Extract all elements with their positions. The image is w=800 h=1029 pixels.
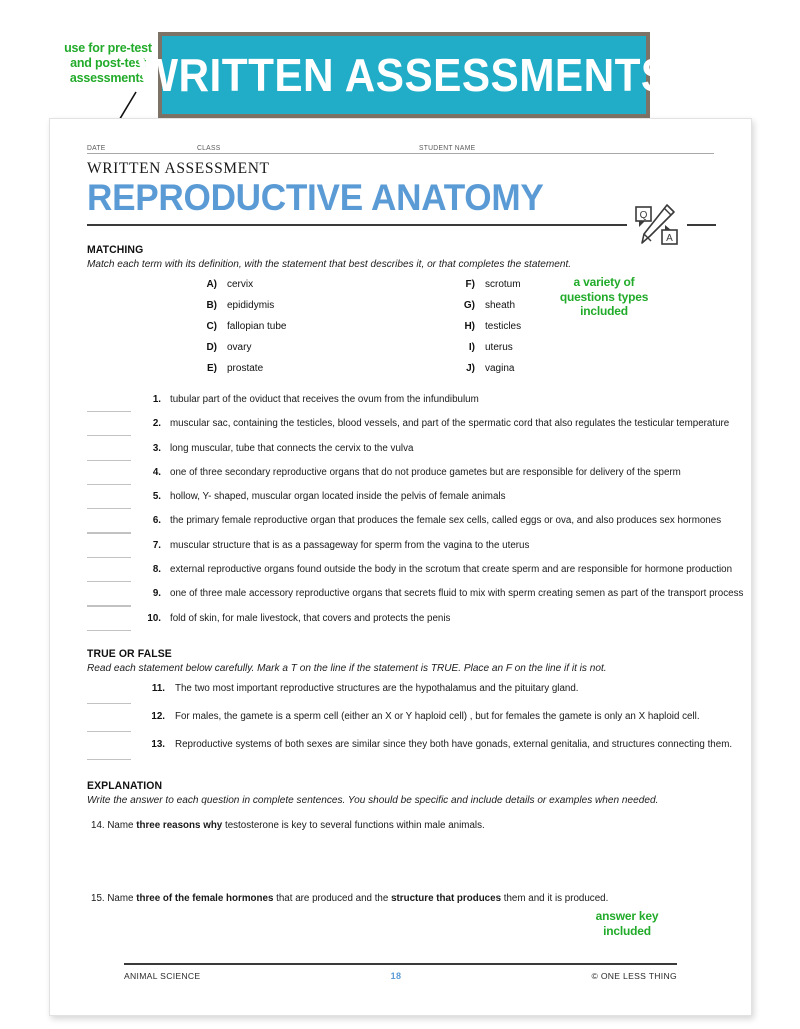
matching-term-columns [87, 275, 714, 384]
title-rule [87, 210, 714, 244]
term-letter: E) [207, 363, 217, 374]
question-number: 9. [152, 588, 161, 600]
header-fields-row [87, 131, 714, 154]
matching-question-row [87, 416, 730, 440]
list-item [455, 342, 713, 363]
question-text-bold: three of the female hormones [136, 892, 274, 904]
question-number: 8. [152, 564, 161, 576]
true-or-false-instructions: Read each statement below carefully. Mark a T on the line if the statement is TRUE. Place an F on the line if it is not. [87, 661, 607, 674]
matching-question-list [87, 392, 744, 635]
list-item [197, 300, 455, 321]
footer-divider [124, 963, 677, 965]
question-text-part: them and it is produced. [501, 892, 609, 904]
question-text-part: that are produced and the [273, 892, 392, 904]
question-text: one of three male accessory reproductive organs that secrets fluid to mix with sperm creating semen as part of the transport process [170, 588, 744, 600]
term-word: ovary [227, 342, 252, 353]
matching-question-row [87, 465, 714, 489]
worksheet-page [49, 118, 752, 1016]
footer-copyright: © ONE LESS THING [591, 971, 677, 981]
svg-text:Q: Q [639, 210, 648, 221]
question-number: 6. [152, 515, 161, 527]
question-text: fold of skin, for male livestock, that covers and protects the penis [170, 612, 451, 624]
field-label-date: DATE [87, 143, 106, 152]
written-assessments-banner [138, 32, 670, 118]
term-letter: J) [466, 363, 475, 374]
matching-terms-left [197, 279, 455, 384]
question-number: 15. [91, 892, 105, 904]
question-text: Reproductive systems of both sexes are similar since they both have gonads, external genitalia, and structures connecting them. [175, 738, 733, 750]
term-word: uterus [485, 342, 513, 353]
footer-course-name: ANIMAL SCIENCE [124, 971, 201, 981]
matching-question-row [87, 611, 714, 635]
page-footer [124, 963, 677, 981]
true-or-false-section [87, 647, 733, 765]
question-text: external reproductive organs found outside the body in the scrotum that create sperm and are responsible for hormone production [170, 564, 733, 576]
matching-question-row [87, 513, 722, 537]
title-rule-left-segment [87, 224, 627, 226]
matching-question-row [87, 538, 714, 562]
answer-blank[interactable] [87, 435, 131, 436]
promo-note-pretest: use for pre-test and post-test assessments [64, 41, 152, 85]
question-number: 12. [151, 710, 165, 722]
list-item [197, 279, 455, 300]
matching-heading: MATCHING [87, 244, 144, 256]
matching-question-row [87, 392, 714, 416]
question-text-part: testosterone is key to several functions within male animals. [222, 819, 485, 831]
question-number: 5. [152, 491, 161, 503]
question-text: The two most important reproductive structures are the hypothalamus and the pituitary gland. [175, 682, 579, 694]
true-or-false-question-list [87, 681, 733, 765]
answer-blank[interactable] [87, 605, 131, 606]
question-number: 10. [147, 612, 161, 624]
term-letter: I) [468, 342, 475, 353]
question-text: the primary female reproductive organ that produces the female sex cells, called eggs or ova, and also produces sex hormones [170, 515, 722, 527]
question-text-part: Name [107, 819, 137, 831]
true-or-false-question-row [87, 737, 733, 765]
explanation-question-14 [87, 820, 714, 831]
explanation-heading: EXPLANATION [87, 779, 163, 792]
answer-blank[interactable] [87, 581, 131, 582]
svg-text:A: A [666, 233, 673, 244]
answer-blank[interactable] [87, 508, 131, 509]
question-number: 3. [152, 442, 161, 454]
term-word: vagina [485, 363, 515, 374]
explanation-section [87, 780, 714, 904]
question-text: long muscular, tube that connects the cervix to the vulva [170, 442, 414, 454]
question-number: 11. [151, 682, 165, 694]
true-or-false-question-row [87, 709, 714, 737]
term-letter: G) [463, 300, 475, 311]
explanation-question-15 [87, 893, 714, 904]
term-letter: D) [206, 342, 217, 353]
list-item [197, 321, 455, 342]
promo-note-variety: a variety of questions types included [559, 275, 649, 318]
question-text-part: Name [107, 892, 137, 904]
question-number: 14. [91, 819, 105, 831]
question-number: 2. [152, 418, 161, 430]
term-letter: F) [465, 279, 475, 290]
page-title: REPRODUCTIVE ANATOMY [87, 177, 544, 218]
matching-question-row [87, 441, 714, 465]
title-rule-right-segment [687, 224, 716, 226]
promo-note-answer-key: answer key included [595, 909, 659, 938]
question-text-bold: three reasons why [136, 819, 223, 831]
matching-question-row [87, 562, 733, 586]
answer-blank[interactable] [87, 532, 131, 533]
term-letter: C) [206, 321, 217, 332]
answer-blank[interactable] [87, 630, 131, 631]
question-text: hollow, Y- shaped, muscular organ located inside the pelvis of female animals [170, 491, 506, 503]
term-word: epididymis [227, 300, 275, 311]
question-number: 7. [152, 539, 161, 551]
field-label-class: CLASS [197, 143, 221, 152]
term-word: prostate [227, 363, 264, 374]
list-item [197, 363, 455, 384]
term-letter: A) [206, 279, 217, 290]
question-number: 4. [152, 466, 161, 478]
true-or-false-heading: TRUE OR FALSE [87, 647, 172, 660]
question-text-bold: structure that produces [391, 892, 502, 904]
answer-blank[interactable] [87, 731, 131, 732]
question-answer-pencil-icon [631, 203, 685, 249]
matching-question-row [87, 586, 744, 610]
term-word: sheath [485, 300, 516, 311]
field-label-student-name: STUDENT NAME [419, 143, 476, 152]
list-item [455, 363, 713, 384]
question-number: 1. [152, 394, 161, 405]
answer-blank[interactable] [87, 411, 131, 412]
banner-title: WRITTEN ASSESSMENTS [138, 49, 670, 101]
worksheet-subtitle: WRITTEN ASSESSMENT [87, 160, 270, 177]
question-text: For males, the gamete is a sperm cell (either an X or Y haploid cell) , but for females the gamete is only an X haploid cell. [175, 710, 700, 722]
term-word: cervix [227, 279, 254, 290]
answer-blank[interactable] [87, 484, 131, 485]
true-or-false-question-row [87, 681, 714, 709]
footer-page-number: 18 [390, 971, 402, 981]
explanation-instructions: Write the answer to each question in complete sentences. You should be specific and include details or examples when needed. [87, 793, 659, 806]
question-text: one of three secondary reproductive organs that do not produce gametes but are responsible for delivery of the sperm [170, 466, 681, 478]
question-text: muscular sac, containing the testicles, blood vessels, and part of the spermatic cord that also regulates the testicular temperature [170, 418, 730, 430]
answer-blank[interactable] [87, 460, 131, 461]
list-item [455, 321, 713, 342]
term-word: scrotum [485, 279, 521, 290]
question-text: muscular structure that is as a passageway for sperm from the vagina to the uterus [170, 539, 530, 551]
matching-instructions: Match each term with its definition, with the statement that best describes it, or that completes the statement. [87, 258, 572, 270]
question-number: 13. [151, 738, 165, 750]
list-item [197, 342, 455, 363]
answer-blank[interactable] [87, 703, 131, 704]
answer-blank[interactable] [87, 759, 131, 760]
term-word: testicles [485, 321, 522, 332]
term-word: fallopian tube [227, 321, 287, 332]
answer-blank[interactable] [87, 557, 131, 558]
matching-question-row [87, 489, 714, 513]
matching-section [87, 244, 744, 635]
term-letter: B) [206, 300, 217, 311]
question-text: tubular part of the oviduct that receives the ovum from the infundibulum [170, 394, 479, 405]
term-letter: H) [464, 321, 475, 332]
